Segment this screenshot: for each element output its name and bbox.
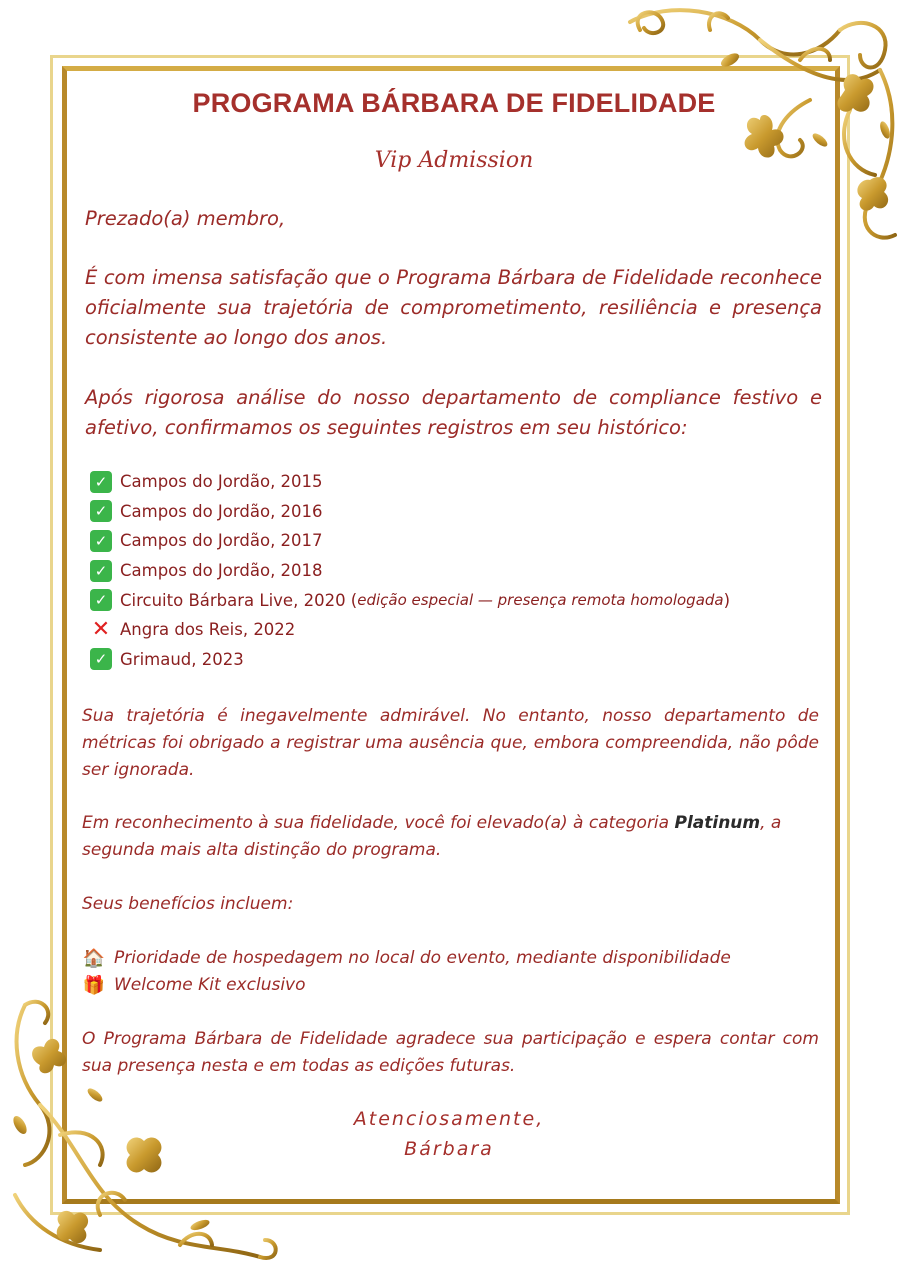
list-item [90,526,730,556]
signature: Bárbara [404,1138,494,1160]
benefit-label: Welcome Kit exclusivo [114,975,306,995]
record-note: edição especial — presença remota homologada [357,591,724,610]
records-list [90,467,730,674]
list-item [82,945,819,972]
check-icon: ✓ [90,560,112,582]
record-label: Circuito Bárbara Live, 2020 ( [120,590,358,610]
paragraph-absence: Sua trajetória é inegavelmente admirável. No entanto, nosso departamento de métricas foi obrigado a registrar uma ausência que, embora compreendida, não pôde ser ignorada. [82,706,819,780]
record-label: Grimaud, 2023 [120,649,244,669]
check-icon: ✓ [90,530,112,552]
record-note-close: ) [723,590,731,610]
platinum-text-after: , a segunda mais alta distinção do programa. [82,813,782,860]
closing-paragraph: O Programa Bárbara de Fidelidade agradece sua participação e espera contar com sua presença nesta e em todas as edições futuras. [82,1029,819,1076]
paragraph-compliance: Após rigorosa análise do nosso departamento de compliance festivo e afetivo, confirmamos os seguintes registros em seu histórico: [85,386,822,439]
signoff: Atenciosamente, [353,1108,545,1130]
record-label: Campos do Jordão, 2016 [120,501,323,521]
check-icon: ✓ [90,648,112,670]
program-title: PROGRAMA BÁRBARA DE FIDELIDADE [192,88,716,118]
vip-admission-subtitle: Vip Admission [374,148,534,173]
list-item [90,615,730,645]
record-label: Campos do Jordão, 2015 [120,472,323,492]
check-icon: ✓ [90,500,112,522]
list-item [90,645,730,675]
house-icon: 🏠 [82,948,106,969]
greeting: Prezado(a) membro, [85,207,286,230]
platinum-category: Platinum [674,813,761,833]
list-item [82,972,819,999]
platinum-text-before: Em reconhecimento à sua fidelidade, você foi elevado(a) à categoria [82,813,675,833]
check-icon: ✓ [90,589,112,611]
list-item [90,467,730,497]
benefit-label: Prioridade de hospedagem no local do evento, mediante disponibilidade [114,948,731,968]
paragraph-recognition: É com imensa satisfação que o Programa Bárbara de Fidelidade reconhece oficialmente sua trajetória de comprometimento, resiliência e presença consistente ao longo dos anos. [85,266,822,349]
paragraph-platinum [82,810,819,864]
record-label: Campos do Jordão, 2017 [120,531,323,551]
list-item [90,556,730,586]
benefits-list [82,945,819,999]
check-icon: ✓ [90,471,112,493]
list-item [90,585,730,615]
gift-icon: 🎁 [82,975,106,996]
record-label: Angra dos Reis, 2022 [120,620,296,640]
record-label: Campos do Jordão, 2018 [120,561,323,581]
cross-icon: ✕ [91,617,111,643]
list-item [90,497,730,527]
benefits-intro: Seus benefícios incluem: [82,894,294,914]
